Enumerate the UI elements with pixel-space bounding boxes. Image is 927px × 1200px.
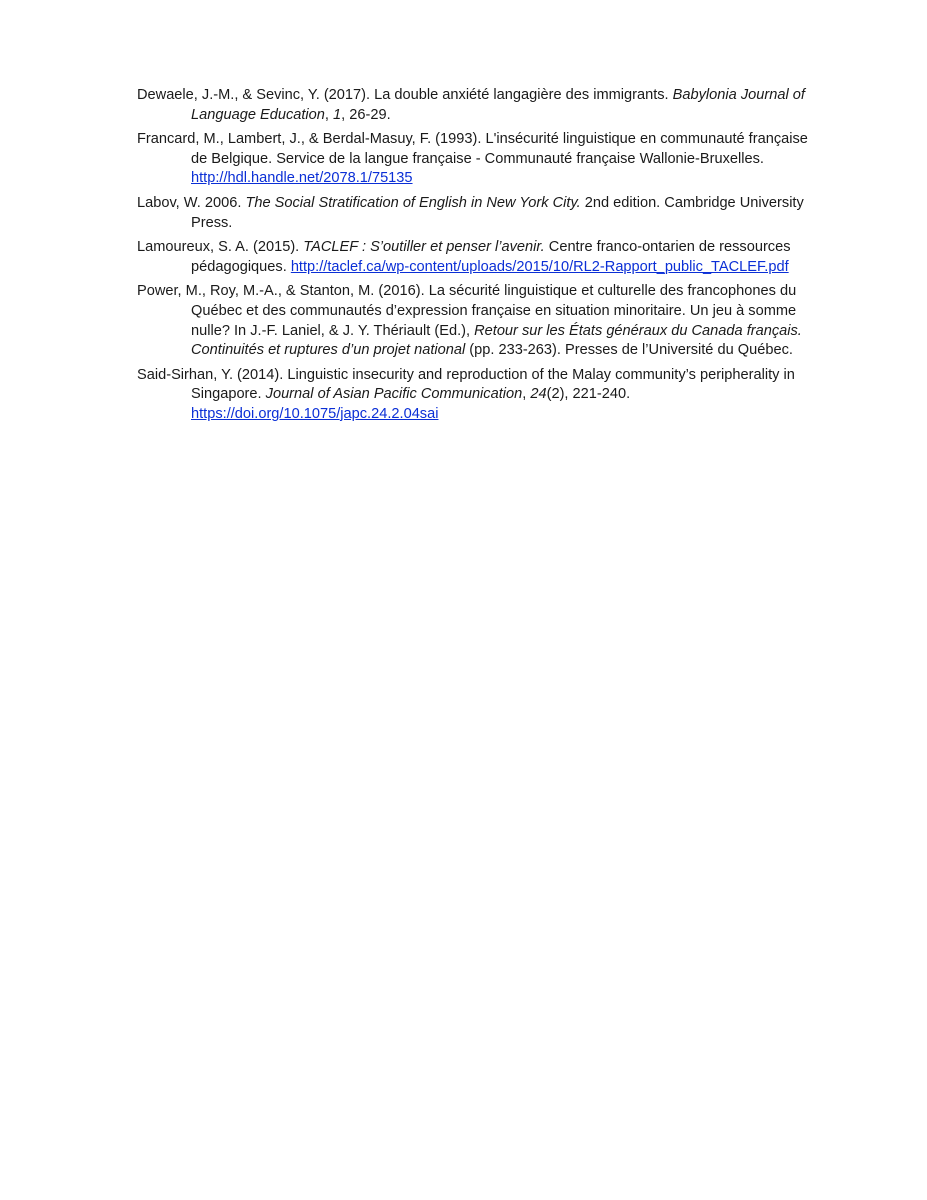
volume-number: 1 — [333, 106, 342, 123]
reference-link[interactable]: http://hdl.handle.net/2078.1/75135 — [191, 170, 413, 187]
reference-link[interactable]: http://taclef.ca/wp-content/uploads/2015/10/RL2-Rapport_public_TACLEF.pdf — [290, 258, 789, 275]
reference-text: , — [522, 386, 531, 403]
journal-title: Babylonia Journal of Language Education — [191, 87, 805, 123]
reference-power — [137, 282, 809, 360]
reference-text: (pp. 233-263). Presses de l’Université du Québec. — [465, 342, 793, 359]
book-title: The Social Stratification of English in New York City. — [245, 194, 581, 211]
reference-text: Power, M., Roy, M.-A., & Stanton, M. (2016). La sécurité linguistique et culturelle des francophones du Québec et des communautés d’expression française en situation minoritaire. Un jeu à somme nulle? In J.-F. Laniel, & J. Y. Thériault (Ed.), — [137, 283, 797, 339]
reference-link[interactable]: https://doi.org/10.1075/japc.24.2.04sai — [191, 405, 439, 422]
reference-text: Lamoureux, S. A. (2015). — [137, 239, 304, 256]
book-title: Retour sur les États généraux du Canada français. Continuités et ruptures d’un projet national — [191, 322, 802, 359]
report-title: TACLEF : S’outiller et penser l’avenir. — [303, 239, 545, 256]
reference-text: Dewaele, J.-M., & Sevinc, Y. (2017). La double anxiété langagière des immigrants. — [137, 87, 673, 103]
reference-text: Labov, W. 2006. — [137, 194, 246, 211]
reference-labov — [137, 194, 809, 233]
reference-dewaele — [137, 86, 809, 125]
reference-text: , — [324, 106, 334, 123]
reference-list — [137, 86, 809, 430]
volume-number: 24 — [530, 386, 547, 403]
reference-text: Francard, M., Lambert, J., & Berdal-Masuy, F. (1993). L'insécurité linguistique en communauté française de Belgique. Service de la langue française - Communauté française Wallonie-Bruxelles. — [137, 131, 808, 167]
reference-text: Said-Sirhan, Y. (2014). Linguistic insecurity and reproduction of the Malay community’s peripherality in Singapore. — [137, 366, 795, 403]
reference-text: 2nd edition. Cambridge University Press. — [191, 194, 804, 231]
reference-text: Centre franco-ontarien de ressources pédagogiques. — [191, 239, 791, 275]
reference-text: , 26-29. — [341, 106, 391, 123]
journal-title: Journal of Asian Pacific Communication — [265, 386, 523, 403]
reference-text: (2), 221-240. — [546, 386, 631, 403]
reference-said-sirhan — [137, 366, 809, 425]
reference-lamoureux — [137, 238, 809, 277]
reference-francard — [137, 130, 809, 189]
